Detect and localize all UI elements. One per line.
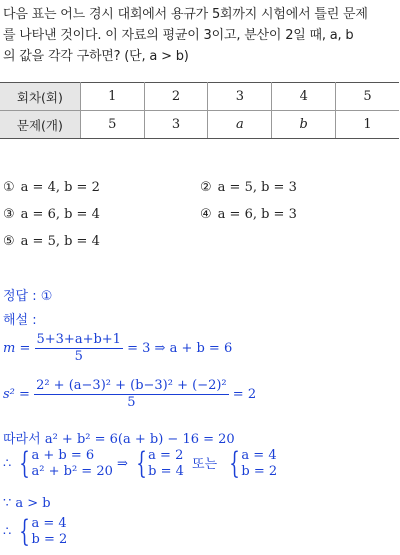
variance-numerator: 2² + (a−3)² + (b−3)² + (−2)² bbox=[36, 378, 227, 393]
choice-number: ⑤ bbox=[3, 234, 15, 249]
choice-1[interactable] bbox=[3, 180, 100, 195]
variance-equation bbox=[3, 378, 256, 411]
table-cell: 3 bbox=[208, 83, 272, 111]
choice-number: ④ bbox=[200, 207, 212, 222]
system-4 bbox=[32, 516, 68, 548]
table-cell: 5 bbox=[336, 83, 399, 111]
system-3 bbox=[241, 448, 277, 480]
therefore-equation: a² + b² = 6(a + b) − 16 = 20 bbox=[44, 432, 235, 447]
brace-icon: { bbox=[19, 514, 31, 549]
mean-fraction bbox=[35, 332, 123, 365]
table-cell: 3 bbox=[144, 111, 208, 139]
problem-line-2: 를 나타낸 것이다. 이 자료의 평균이 3이고, 분산이 2일 때, a, b bbox=[3, 28, 354, 43]
therefore-symbol: ∴ bbox=[3, 524, 12, 540]
choice-text: a = 4, b = 2 bbox=[20, 180, 100, 195]
table-cell: 5 bbox=[80, 111, 144, 139]
problem-line-3: 의 값을 각각 구하면? (단, a > b) bbox=[3, 49, 189, 64]
problem-statement bbox=[3, 4, 399, 67]
system-4-eq-1: a = 4 bbox=[31, 516, 67, 531]
choice-text: a = 6, b = 3 bbox=[217, 207, 297, 222]
choice-2[interactable] bbox=[200, 180, 297, 195]
mean-lhs: m = bbox=[3, 341, 31, 356]
system-2-eq-1: a = 2 bbox=[148, 448, 184, 463]
system-1 bbox=[32, 448, 113, 480]
choice-5[interactable] bbox=[3, 234, 100, 249]
system-3-eq-1: a = 4 bbox=[241, 448, 277, 463]
system-2 bbox=[148, 448, 184, 480]
system-line bbox=[3, 448, 277, 480]
final-answer bbox=[3, 516, 67, 548]
table-cell: b bbox=[272, 111, 336, 139]
choice-text: a = 6, b = 4 bbox=[20, 207, 100, 222]
brace-icon: { bbox=[229, 446, 241, 481]
answer-label: 정답 : ① bbox=[3, 289, 53, 304]
choice-number: ① bbox=[3, 180, 15, 195]
mean-rhs: = 3 ⇒ a + b = 6 bbox=[127, 341, 233, 356]
explanation-label: 해설 : bbox=[3, 313, 37, 328]
variance-denominator: 5 bbox=[127, 395, 136, 410]
table-cell: 4 bbox=[272, 83, 336, 111]
or-text: 또는 bbox=[192, 456, 218, 472]
variance-rhs: = 2 bbox=[232, 387, 257, 402]
table-cell: 2 bbox=[144, 83, 208, 111]
choice-4[interactable] bbox=[200, 207, 297, 222]
table-row-problems bbox=[0, 111, 399, 139]
problem-line-1: 다음 표는 어느 경시 대회에서 용규가 5회까지 시험에서 틀린 문제 bbox=[3, 7, 368, 22]
choice-3[interactable] bbox=[3, 207, 100, 222]
implies-arrow: ⇒ bbox=[117, 456, 128, 472]
therefore-line bbox=[3, 428, 235, 447]
variance-lhs: s² = bbox=[3, 387, 30, 402]
therefore-text: 따라서 bbox=[3, 432, 41, 447]
system-1-eq-2: a² + b² = 20 bbox=[31, 464, 113, 479]
row-header-problems: 문제(개) bbox=[0, 111, 80, 139]
system-4-eq-2: b = 2 bbox=[31, 532, 68, 547]
row-header-round: 회차(회) bbox=[0, 83, 80, 111]
therefore-symbol: ∴ bbox=[3, 456, 12, 472]
choice-number: ② bbox=[200, 180, 212, 195]
table-cell: 1 bbox=[80, 83, 144, 111]
table-cell: 1 bbox=[336, 111, 399, 139]
system-3-eq-2: b = 2 bbox=[241, 464, 278, 479]
because-line: ∵ a > b bbox=[3, 496, 51, 511]
table-row-round bbox=[0, 83, 399, 111]
brace-icon: { bbox=[136, 446, 147, 481]
choice-text: a = 5, b = 4 bbox=[20, 234, 100, 249]
mean-denominator: 5 bbox=[74, 349, 83, 364]
choice-number: ③ bbox=[3, 207, 15, 222]
system-2-eq-2: b = 4 bbox=[148, 464, 184, 479]
table-cell: a bbox=[208, 111, 272, 139]
variance-fraction bbox=[34, 378, 229, 411]
system-1-eq-1: a + b = 6 bbox=[31, 448, 95, 463]
brace-icon: { bbox=[19, 446, 31, 481]
mean-equation bbox=[3, 332, 232, 365]
choice-text: a = 5, b = 3 bbox=[217, 180, 297, 195]
data-table bbox=[0, 82, 399, 139]
mean-numerator: 5+3+a+b+1 bbox=[36, 332, 121, 347]
